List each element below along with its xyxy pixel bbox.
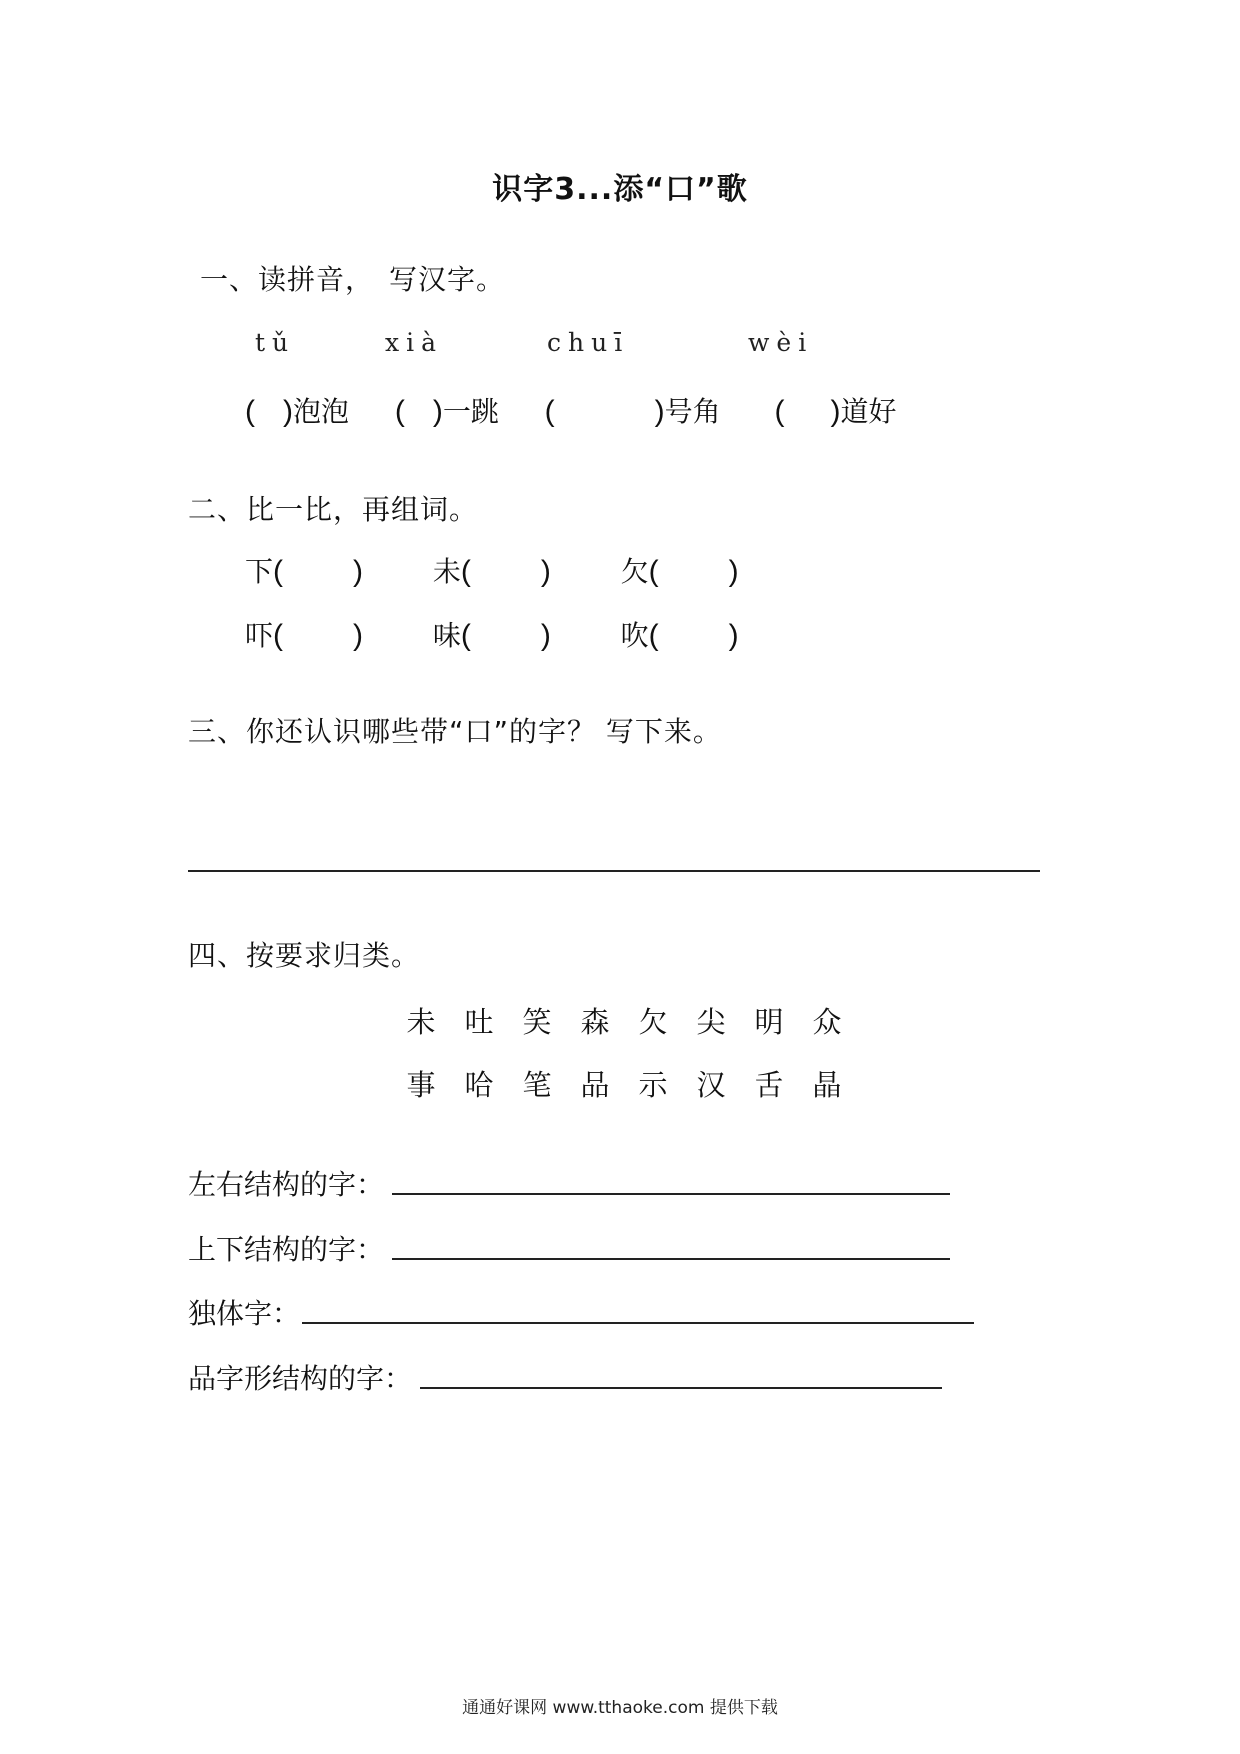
close-paren: ) [830,395,841,428]
pinyin-xia: xià [385,328,443,357]
answer-line[interactable] [392,1193,950,1195]
char-item: 示 [638,1068,668,1102]
close-paren: ) [654,395,665,428]
chars-row-1 [392,1000,856,1041]
label-pin-shape: 品字形结构的字： [188,1362,413,1395]
pinyin-wei: wèi [748,328,814,357]
answer-line[interactable] [188,870,1040,872]
answer-line[interactable] [302,1322,974,1324]
char-item: 笔 [522,1068,552,1102]
pinyin-answer-row [245,390,897,430]
label-top-bottom: 上下结构的字： [188,1233,385,1266]
label-left-right: 左右结构的字： [188,1168,385,1201]
char-qian: 欠 [620,555,649,588]
char-item: 笑 [522,1005,552,1039]
char-item: 品 [580,1068,610,1102]
label-single: 独体字： [188,1297,301,1330]
answer-line[interactable] [392,1258,950,1260]
char-item: 未 [406,1005,436,1039]
chars-row-2 [392,1063,856,1104]
char-item: 事 [406,1068,436,1102]
char-item: 吐 [464,1005,494,1039]
page-title: 识字3...添“口”歌 [492,172,748,207]
char-item: 尖 [696,1005,726,1039]
section2-heading: 二、比一比，再组词。 [188,493,479,526]
open-paren: ( [544,395,555,428]
char-wei: 未 [432,555,461,588]
char-chui: 吹 [620,619,649,652]
word-paopao: 泡泡 [293,395,350,428]
char-item: 明 [754,1005,784,1039]
word-daohao: 道好 [840,395,897,428]
close-paren: ) [283,395,293,428]
compare-row-2: 吓( ) 味( ) 吹( ) [245,619,739,652]
section4-heading: 四、按要求归类。 [188,939,421,972]
open-paren: ( [245,395,255,428]
char-xia-mouth: 吓 [245,619,274,652]
char-item: 欠 [638,1005,668,1039]
open-paren: ( [394,395,405,428]
char-xia: 下 [245,555,274,588]
footer-credit: 通通好课网 www.tthaoke.com 提供下载 [462,1698,778,1718]
char-item: 哈 [464,1068,494,1102]
open-paren: ( [774,395,785,428]
compare-row-1: 下( ) 未( ) 欠( ) [245,555,739,588]
char-item: 森 [580,1005,610,1039]
pinyin-tu: tǔ [255,328,296,357]
close-paren: ) [432,395,443,428]
section3-heading: 三、你还认识哪些带“口”的字？ 写下来。 [188,715,722,748]
char-wei-mouth: 味 [432,619,461,652]
word-haojiao: 号角 [664,395,721,428]
char-item: 晶 [812,1068,842,1102]
char-item: 汉 [696,1068,726,1102]
answer-line[interactable] [420,1387,942,1389]
word-yitiao: 一跳 [442,395,499,428]
char-item: 众 [812,1005,842,1039]
pinyin-chui: chuī [547,328,630,357]
char-item: 舌 [754,1068,784,1102]
section1-heading: 一、读拼音， 写汉字。 [200,263,506,296]
